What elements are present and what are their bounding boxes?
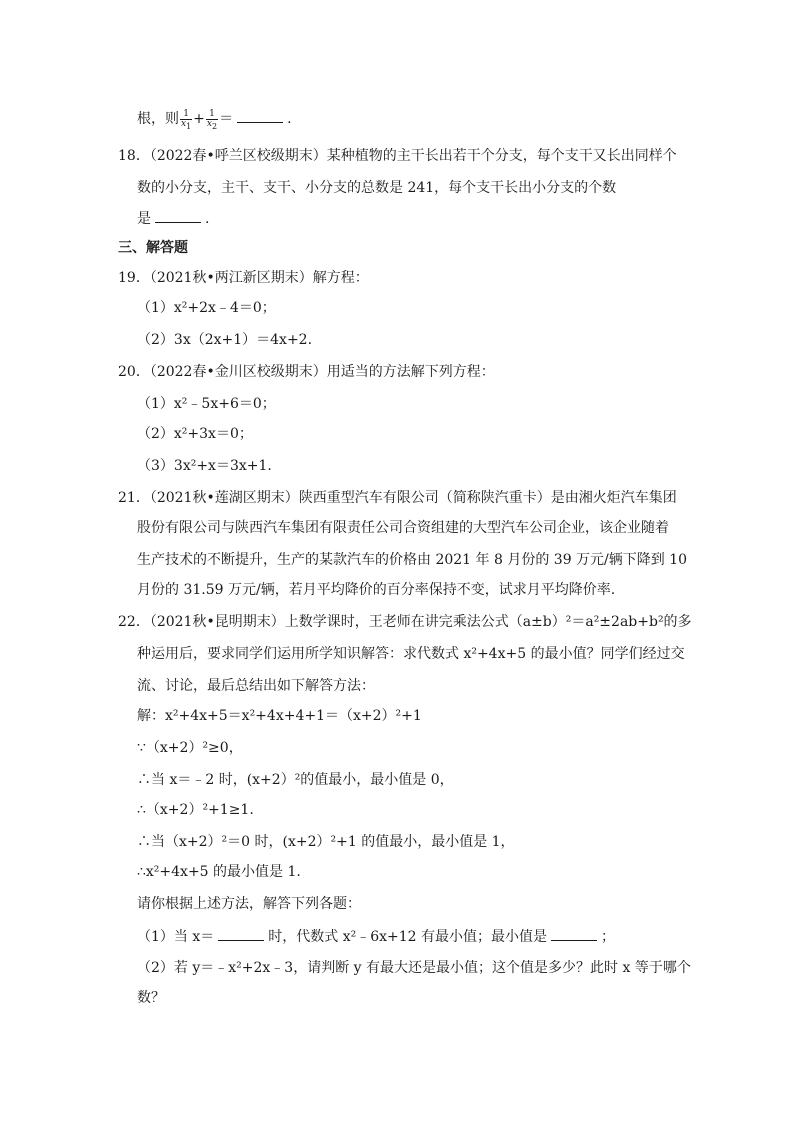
q19-part-2: （2）3x（2x+1）＝4x+2.	[137, 332, 313, 348]
q22-part-1-c: ；	[601, 929, 616, 945]
q18-line-3	[137, 208, 209, 229]
fraction-1-over-x1: $\frac{1}{x_1}$	[181, 108, 192, 131]
section-heading: 三、解答题	[118, 240, 188, 256]
q18-line-3-prefix: 是	[137, 211, 151, 227]
q22-part-2-line-2: 数？	[137, 990, 165, 1006]
q21-line-4: 月份的 31.59 万元/辆，若月平均降价的百分率保持不变，试求月平均降价率.	[137, 582, 616, 598]
q21-line-3: 生产技术的不断提升，生产的某款汽车的价格由 2021 年 8 月份的 39 万元/辆下降到 10	[137, 552, 688, 568]
q22-instruction: 请你根据上述方法，解答下列各题：	[137, 896, 361, 912]
q22-solution-step-1: 解：x²+4x+5＝x²+4x+4+1＝（x+2）²+1	[137, 708, 422, 724]
answer-blank[interactable]	[237, 108, 283, 123]
q20-line-1: 20．（2022春•金川区校级期末）用适当的方法解下列方程：	[118, 364, 495, 380]
period: .	[287, 111, 292, 127]
equals-sign: ＝	[219, 111, 234, 127]
q22-part-1-a: （1）当 x＝	[137, 929, 215, 945]
q22-line-3: 流、讨论，最后总结出如下解答方法：	[137, 678, 375, 694]
q22-part-1	[137, 926, 615, 947]
q17-tail-line	[137, 108, 292, 129]
answer-blank[interactable]	[218, 926, 264, 941]
q20-part-3: （3）3x²+x＝3x+1.	[137, 458, 272, 474]
q18-line-1: 18．（2022春•呼兰区校级期末）某种植物的主干长出若干个分支，每个支干又长出同样个	[118, 148, 677, 164]
q22-solution-step-2: ∵（x+2）²≥0，	[137, 740, 243, 756]
q19-part-1: （1）x²+2x﹣4＝0；	[137, 300, 276, 316]
q21-line-1: 21．（2021秋•莲湖区期末）陕西重型汽车有限公司（简称陕汽重卡）是由湘火炬汽车集团	[118, 490, 677, 506]
q19-line-1: 19．（2021秋•两江新区期末）解方程：	[118, 270, 369, 286]
q22-part-2-line-1: （2）若 y＝﹣x²+2x﹣3，请判断 y 有最大还是最小值；这个值是多少？此时 x 等于哪个	[137, 960, 691, 976]
q20-part-1: （1）x²﹣5x+6＝0；	[137, 396, 276, 412]
q22-part-1-b: 时，代数式 x²﹣6x+12 有最小值；最小值是	[268, 929, 548, 945]
q22-solution-step-3: ∴当 x＝﹣2 时，(x+2）²的值最小，最小值是 0，	[137, 772, 454, 788]
q22-solution-step-4: ∴（x+2）²+1≥1.	[137, 802, 254, 818]
q22-line-2: 种运用后，要求同学们运用所学知识解答：求代数式 x²+4x+5 的最小值？同学们经过交	[137, 646, 685, 662]
q17-tail-prefix: 根，则	[137, 111, 179, 127]
plus-sign: +	[193, 111, 205, 127]
period: .	[205, 211, 210, 227]
answer-blank[interactable]	[551, 926, 597, 941]
fraction-1-over-x2: $\frac{1}{x_2}$	[206, 108, 218, 131]
q22-line-1: 22．（2021秋•昆明期末）上数学课时，王老师在讲完乘法公式（a±b）²＝a²±2ab+b²的多	[118, 614, 692, 630]
q20-part-2: （2）x²+3x＝0；	[137, 426, 253, 442]
q18-line-2: 数的小分支，主干、支干、小分支的总数是 241，每个支干长出小分支的个数	[137, 180, 617, 196]
answer-blank[interactable]	[155, 208, 201, 223]
q21-line-2: 股份有限公司与陕西汽车集团有限责任公司合资组建的大型汽车公司企业，该企业随着	[137, 520, 669, 536]
q22-solution-step-6: ∴x²+4x+5 的最小值是 1.	[137, 864, 301, 880]
q22-solution-step-5: ∴当（x+2）²＝0 时，(x+2）²+1 的值最小，最小值是 1，	[137, 834, 515, 850]
